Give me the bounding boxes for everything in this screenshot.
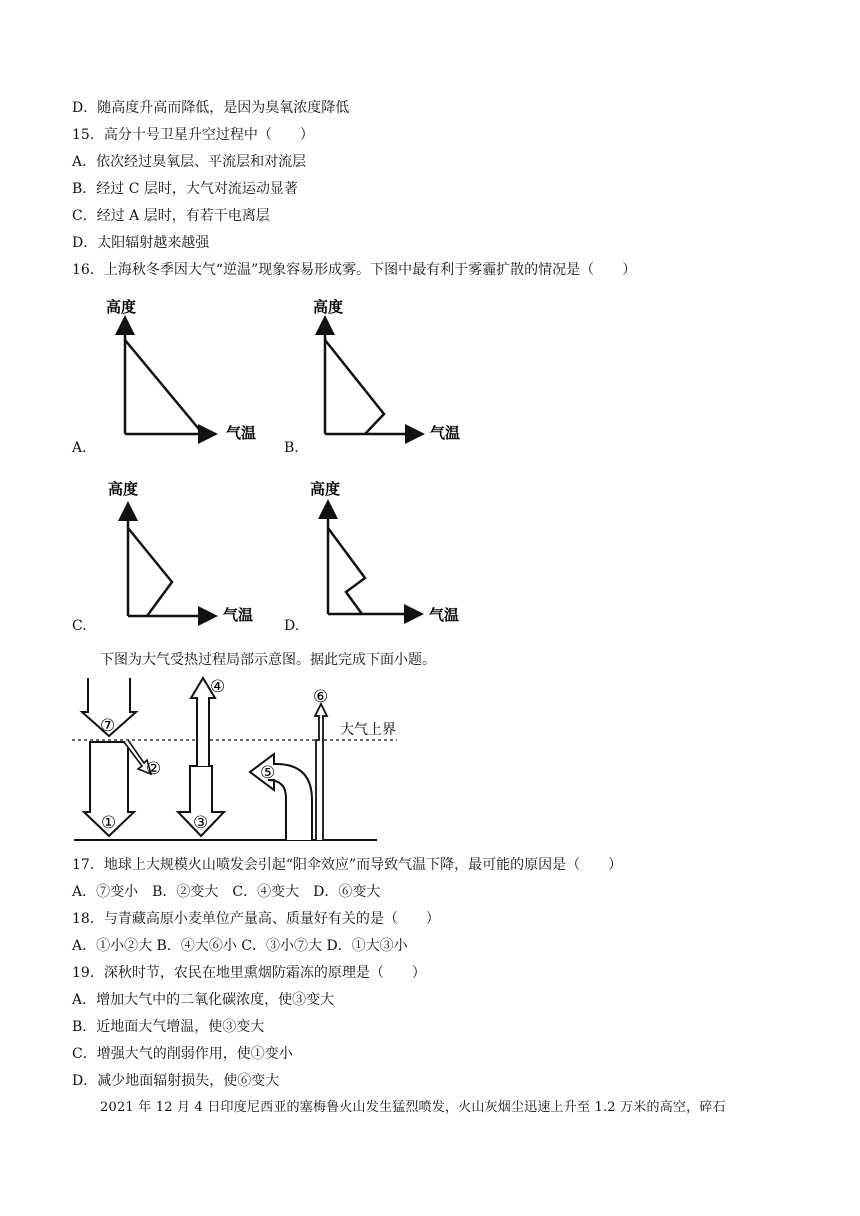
arrow-7-label: ⑦ xyxy=(100,716,116,736)
graph-d-label: D. xyxy=(284,618,300,634)
graph-c xyxy=(100,478,260,628)
diagram-intro: 下图为大气受热过程局部示意图。据此完成下面小题。 xyxy=(100,652,436,668)
graph-a xyxy=(98,296,258,446)
q19-option-b: B．近地面大气增温，使③变大 xyxy=(72,1019,265,1035)
atmosphere-heating-diagram xyxy=(72,676,402,846)
arrow-6-label: ⑥ xyxy=(313,687,329,707)
q15-stem: 15．高分十号卫星升空过程中（ ） xyxy=(72,127,314,143)
q19-option-c: C．增强大气的削弱作用，使①变小 xyxy=(72,1046,293,1062)
y-axis-label: 高度 xyxy=(313,298,344,316)
q15-option-a: A．依次经过臭氧层、平流层和对流层 xyxy=(72,154,307,170)
graph-d xyxy=(306,474,476,624)
graph-c-label: C. xyxy=(72,618,87,634)
x-axis-label: 气温 xyxy=(223,606,254,624)
graph-b-label: B. xyxy=(284,440,299,456)
q14-option-d: D．随高度升高而降低，是因为臭氧浓度降低 xyxy=(72,100,350,116)
q18-stem: 18．与青藏高原小麦单位产量高、质量好有关的是（ ） xyxy=(72,911,440,927)
arrow-3-label: ③ xyxy=(193,813,209,833)
y-axis-label: 高度 xyxy=(106,298,137,316)
graph-a-label: A. xyxy=(72,440,87,456)
arrow-4-label: ④ xyxy=(210,677,226,697)
q17-stem: 17．地球上大规模火山喷发会引起“阳伞效应”而导致气温下降，最可能的原因是（ ） xyxy=(72,857,623,873)
x-axis-label: 气温 xyxy=(429,606,460,624)
q15-option-d: D．太阳辐射越来越强 xyxy=(72,235,210,251)
q15-option-b: B．经过 C 层时，大气对流运动显著 xyxy=(72,181,298,197)
q16-stem: 16．上海秋冬季因大气“逆温”现象容易形成雾。下图中最有利于雾霾扩散的情况是（ ） xyxy=(72,262,637,278)
q17-options: A．⑦变小 B．②变大 C．④变大 D．⑥变大 xyxy=(72,884,381,900)
arrow-1-label: ① xyxy=(101,813,117,833)
q18-options: A．①小②大 B．④大⑥小 C．③小⑦大 D．①大③小 xyxy=(72,938,408,954)
y-axis-label: 高度 xyxy=(108,480,139,498)
q19-option-a: A．增加大气中的二氧化碳浓度，使③变大 xyxy=(72,992,335,1008)
x-axis-label: 气温 xyxy=(226,424,257,442)
x-axis-label: 气温 xyxy=(430,424,461,442)
atmosphere-top-label: 大气上界 xyxy=(340,722,396,738)
arrow-5-label: ⑤ xyxy=(260,763,276,783)
q19-option-d: D．减少地面辐射损失，使⑥变大 xyxy=(72,1073,280,1089)
arrow-2-label: ② xyxy=(146,759,162,779)
graph-b xyxy=(305,296,475,446)
q15-option-c: C．经过 A 层时，有若干电离层 xyxy=(72,208,270,224)
y-axis-label: 高度 xyxy=(310,480,341,498)
q19-stem: 19．深秋时节，农民在地里熏烟防霜冻的原理是（ ） xyxy=(72,965,426,981)
passage-text: 2021 年 12 月 4 日印度尼西亚的塞梅鲁火山发生猛烈喷发，火山灰烟尘迅速上升至 1.2 万米的高空，碎石 xyxy=(100,1100,726,1115)
